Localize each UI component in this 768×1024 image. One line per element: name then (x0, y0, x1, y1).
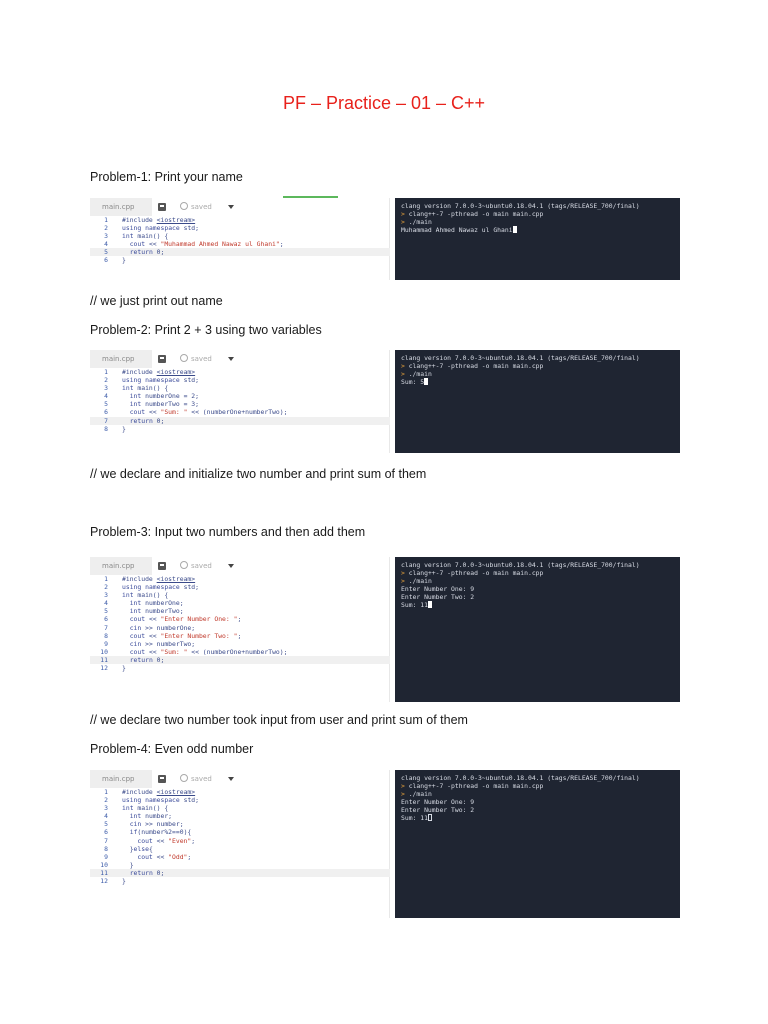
line-number: 1 (104, 368, 108, 376)
code-text: int main() { (122, 804, 169, 813)
line-number: 2 (104, 376, 108, 385)
line-number: 4 (104, 240, 108, 249)
file-tab[interactable] (90, 198, 152, 216)
terminal-output[interactable] (395, 557, 680, 702)
line-number: 8 (104, 424, 108, 433)
line-number: 5 (104, 607, 108, 616)
line-number: 1 (104, 575, 108, 583)
code-text: return 0; (129, 416, 165, 425)
code-line (90, 820, 390, 828)
code-line (90, 607, 390, 615)
line-number: 12 (100, 877, 108, 886)
history-icon (180, 354, 188, 362)
line-number: 10 (100, 647, 108, 656)
code-text: int main() { (122, 384, 169, 393)
file-tab[interactable] (90, 557, 152, 575)
code-line (90, 417, 390, 425)
editor-tab-bar (90, 198, 389, 216)
prompt-icon: > (401, 370, 409, 379)
terminal-output[interactable] (395, 350, 680, 453)
terminal-line: > ./main (401, 370, 432, 379)
line-number: 3 (104, 232, 108, 241)
save-icon[interactable] (158, 203, 166, 211)
line-number: 1 (104, 216, 108, 224)
code-line (90, 384, 390, 392)
code-text: cout << "Odd"; (137, 852, 192, 861)
file-tab-label: main.cpp (102, 562, 135, 570)
prompt-icon: > (401, 362, 409, 371)
code-text: } (122, 664, 126, 673)
terminal-line: > clang++-7 -pthread -o main main.cpp (401, 210, 544, 219)
terminal-output[interactable] (395, 198, 680, 280)
code-text: using namespace std; (122, 376, 199, 385)
line-number: 2 (104, 796, 108, 805)
terminal-line: Sum: 5 (401, 378, 680, 386)
code-text: cin >> number; (129, 820, 184, 829)
terminal-line: > clang++-7 -pthread -o main main.cpp (401, 569, 544, 578)
code-area[interactable] (90, 575, 390, 672)
file-tab[interactable] (90, 350, 152, 368)
line-number: 9 (104, 639, 108, 648)
code-text: cout << "Even"; (137, 836, 196, 845)
code-area[interactable] (90, 216, 390, 265)
problem-2-screenshot (90, 350, 680, 453)
code-line (90, 845, 390, 853)
code-editor[interactable] (90, 557, 390, 702)
code-text: cout << "Sum: " << (numberOne+numberTwo); (129, 408, 288, 417)
terminal-line: Muhammad Ahmed Nawaz ul Ghani (401, 226, 680, 234)
code-line (90, 828, 390, 836)
code-text: return 0; (129, 655, 165, 664)
code-line (90, 861, 390, 869)
problem-4-screenshot (90, 770, 680, 918)
terminal-line: > ./main (401, 790, 432, 799)
code-line (90, 216, 390, 224)
code-line (90, 400, 390, 408)
file-tab-label: main.cpp (102, 203, 135, 211)
file-tab-label: main.cpp (102, 775, 135, 783)
code-editor[interactable] (90, 770, 390, 918)
code-line (90, 240, 390, 248)
code-line (90, 425, 390, 433)
line-number: 8 (104, 844, 108, 853)
code-text: cout << "Enter Number Two: "; (129, 631, 242, 640)
code-line (90, 591, 390, 599)
code-line (90, 583, 390, 591)
code-line (90, 408, 390, 416)
problem-1-note: // we just print out name (90, 294, 223, 308)
line-number: 5 (104, 248, 108, 257)
code-line (90, 575, 390, 583)
prompt-icon: > (401, 218, 409, 227)
code-text: int main() { (122, 232, 169, 241)
problem-3-heading: Problem-3: Input two numbers and then add them (90, 525, 366, 539)
code-line (90, 256, 390, 264)
line-number: 7 (104, 416, 108, 425)
code-line (90, 640, 390, 648)
prompt-icon: > (401, 790, 409, 799)
code-text: using namespace std; (122, 224, 199, 233)
code-line (90, 788, 390, 796)
code-text: using namespace std; (122, 583, 199, 592)
code-text: if(number%2==0){ (129, 828, 192, 837)
line-number: 6 (104, 828, 108, 837)
code-text: } (122, 424, 126, 433)
save-icon[interactable] (158, 562, 166, 570)
prompt-icon: > (401, 569, 409, 578)
code-line (90, 368, 390, 376)
line-number: 9 (104, 852, 108, 861)
code-line (90, 869, 390, 877)
terminal-cursor (513, 226, 517, 233)
line-number: 6 (104, 408, 108, 417)
line-number: 11 (100, 655, 108, 664)
problem-4-heading: Problem-4: Even odd number (90, 742, 254, 756)
code-line (90, 796, 390, 804)
code-text: } (122, 860, 134, 869)
code-text: cout << "Enter Number One: "; (129, 615, 242, 624)
code-line (90, 615, 390, 623)
line-number: 3 (104, 804, 108, 813)
history-icon (180, 774, 188, 782)
code-editor[interactable] (90, 198, 390, 280)
code-text: cin >> numberOne; (129, 623, 196, 632)
prompt-icon: > (401, 210, 409, 219)
code-text: #include <iostream> (122, 788, 196, 796)
prompt-icon: > (401, 782, 409, 791)
editor-tab-bar (90, 770, 389, 788)
terminal-line: Sum: 11 (401, 601, 680, 609)
problem-2-heading: Problem-2: Print 2 + 3 using two variables (90, 323, 322, 337)
terminal-line: Enter Number Two: 2 (401, 806, 475, 815)
terminal-line: > ./main (401, 218, 432, 227)
line-number: 2 (104, 224, 108, 233)
code-text: int numberTwo; (129, 607, 184, 616)
file-tab[interactable] (90, 770, 152, 788)
code-text: int number; (129, 812, 173, 821)
problem-3-note: // we declare two number took input from user and print sum of them (90, 713, 468, 727)
code-line (90, 656, 390, 664)
code-line (90, 664, 390, 672)
terminal-cursor (424, 378, 428, 385)
problem-2-note: // we declare and initialize two number and print sum of them (90, 467, 427, 481)
terminal-line: > ./main (401, 577, 432, 586)
terminal-line: Enter Number Two: 2 (401, 593, 475, 602)
saved-status: saved (191, 775, 212, 783)
line-number: 2 (104, 583, 108, 592)
code-line (90, 624, 390, 632)
terminal-line: Enter Number One: 9 (401, 585, 475, 594)
code-text: #include <iostream> (122, 216, 196, 224)
code-text: int main() { (122, 591, 169, 600)
progress-line (283, 196, 338, 198)
terminal-line: Enter Number One: 9 (401, 798, 475, 807)
chevron-down-icon[interactable] (228, 205, 234, 209)
chevron-down-icon[interactable] (228, 357, 234, 361)
terminal-line: > clang++-7 -pthread -o main main.cpp (401, 782, 544, 791)
code-line (90, 812, 390, 820)
code-text: int numberTwo = 3; (129, 400, 199, 409)
code-text: #include <iostream> (122, 575, 196, 583)
code-line (90, 376, 390, 384)
terminal-line: clang version 7.0.0-3~ubuntu0.18.04.1 (tags/RELEASE_700/final) (401, 774, 640, 782)
terminal-line: clang version 7.0.0-3~ubuntu0.18.04.1 (tags/RELEASE_700/final) (401, 354, 640, 362)
code-text: cin >> numberTwo; (129, 639, 196, 648)
line-number: 4 (104, 599, 108, 608)
line-number: 3 (104, 384, 108, 393)
chevron-down-icon[interactable] (228, 777, 234, 781)
code-line (90, 248, 390, 256)
line-number: 10 (100, 860, 108, 869)
line-number: 7 (104, 836, 108, 845)
code-text: int numberOne = 2; (129, 392, 199, 401)
line-number: 6 (104, 256, 108, 265)
code-line (90, 837, 390, 845)
terminal-line: clang version 7.0.0-3~ubuntu0.18.04.1 (tags/RELEASE_700/final) (401, 202, 640, 210)
saved-status: saved (191, 562, 212, 570)
file-tab-label: main.cpp (102, 355, 135, 363)
code-line (90, 224, 390, 232)
line-number: 12 (100, 664, 108, 673)
code-line (90, 632, 390, 640)
problem-1-screenshot (90, 198, 680, 280)
editor-tab-bar (90, 350, 389, 368)
code-text: #include <iostream> (122, 368, 196, 376)
line-number: 1 (104, 788, 108, 796)
code-text: cout << "Sum: " << (numberOne+numberTwo); (129, 647, 288, 656)
line-number: 4 (104, 812, 108, 821)
line-number: 5 (104, 400, 108, 409)
code-text: cout << "Muhammad Ahmed Nawaz ul Ghani"; (129, 240, 284, 249)
saved-status: saved (191, 355, 212, 363)
code-text: }else{ (122, 844, 153, 853)
code-text: } (122, 877, 126, 886)
code-text: return 0; (129, 248, 165, 257)
code-text: int numberOne; (129, 599, 184, 608)
prompt-icon: > (401, 577, 409, 586)
code-line (90, 648, 390, 656)
save-icon[interactable] (158, 355, 166, 363)
code-area[interactable] (90, 788, 390, 885)
code-line (90, 853, 390, 861)
line-number: 6 (104, 615, 108, 624)
terminal-output[interactable] (395, 770, 680, 918)
line-number: 5 (104, 820, 108, 829)
code-line (90, 232, 390, 240)
line-number: 4 (104, 392, 108, 401)
code-editor[interactable] (90, 350, 390, 453)
terminal-line: clang version 7.0.0-3~ubuntu0.18.04.1 (tags/RELEASE_700/final) (401, 561, 640, 569)
problem-1-heading: Problem-1: Print your name (90, 170, 243, 184)
terminal-cursor (428, 601, 432, 608)
line-number: 3 (104, 591, 108, 600)
code-text: } (122, 256, 126, 265)
code-line (90, 599, 390, 607)
editor-tab-bar (90, 557, 389, 575)
chevron-down-icon[interactable] (228, 564, 234, 568)
terminal-line: Sum: 11 (401, 814, 680, 822)
problem-3-screenshot (90, 557, 680, 702)
line-number: 7 (104, 623, 108, 632)
code-line (90, 392, 390, 400)
line-number: 11 (100, 868, 108, 877)
save-icon[interactable] (158, 775, 166, 783)
code-line (90, 804, 390, 812)
line-number: 8 (104, 631, 108, 640)
saved-status: saved (191, 203, 212, 211)
terminal-line: > clang++-7 -pthread -o main main.cpp (401, 362, 544, 371)
code-line (90, 877, 390, 885)
history-icon (180, 561, 188, 569)
history-icon (180, 202, 188, 210)
code-text: return 0; (129, 868, 165, 877)
code-text: using namespace std; (122, 796, 199, 805)
document-title: PF – Practice – 01 – C++ (282, 93, 486, 113)
code-area[interactable] (90, 368, 390, 433)
terminal-cursor (428, 814, 432, 821)
